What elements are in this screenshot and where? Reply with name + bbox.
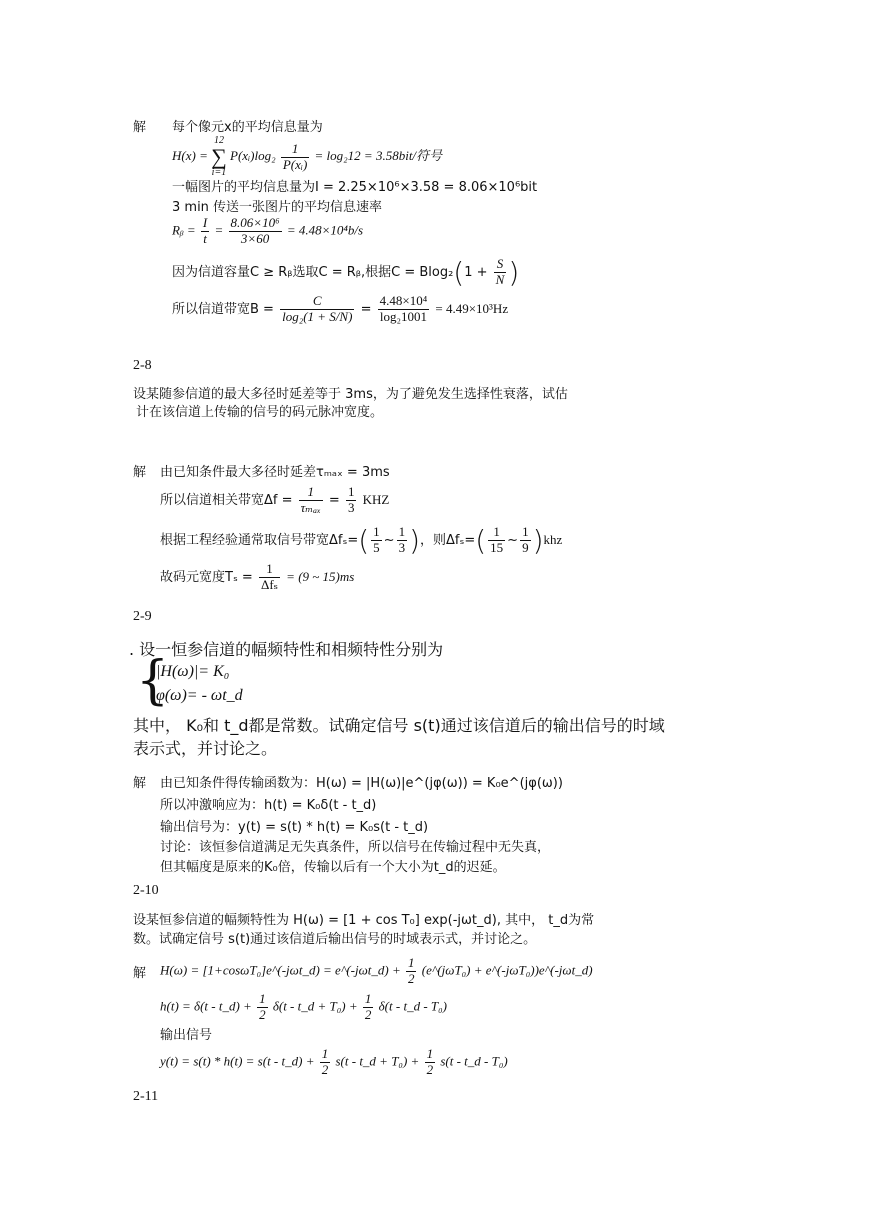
s3-question-line2: 其中， K₀和 t_d都是常数。试确定信号 s(t)通过该信道后的输出信号的时域 [133, 716, 665, 735]
s3-question-line3: 表示式，并讨论之。 [133, 739, 278, 758]
a3-pre: 根据工程经验通常取信号带宽Δfₛ= [160, 533, 359, 548]
s3-question-line1: . 设一恒参信道的幅频特性和相频特性分别为 [129, 640, 444, 659]
s4-answer-line2 [160, 992, 447, 1023]
frac-num: 1 [347, 484, 355, 499]
a3-post: khz [543, 532, 563, 547]
s1-line3: 3 min 传送一张图片的平均信息速率 [172, 200, 383, 215]
s3-answer-line4: 讨论：该恒参信道满足无失真条件，所以信号在传输过程中无失真， [160, 840, 551, 855]
s2-question-line1: 设某随参信道的最大多径时延差等于 3ms，为了避免发生选择性衰落，试估 [133, 387, 568, 402]
frac-den: 2 [259, 1006, 266, 1022]
solve-label: 解 [133, 776, 147, 791]
s3-answer-line3: 输出信号为：y(t) = s(t) * h(t) = K₀s(t - t_d) [160, 820, 429, 835]
a3-tilde: ~ [383, 533, 395, 548]
s3-answer-line1: 由已知条件得传输函数为：H(ω) = |H(ω)|e^(jφ(ω)) = K₀e^(jφ(ω)) [160, 776, 563, 791]
a4-frac2 [425, 1047, 436, 1078]
eq3-rhs: = 4.48×10⁴b/s [286, 222, 364, 238]
sum-symbol: 12 ∑ i=1 [211, 135, 227, 178]
frac-num: 1 [259, 991, 266, 1006]
frac-den: 5 [373, 540, 380, 555]
eq1-rhs: = log₂12 = 3.58bit/符号 [314, 147, 443, 163]
frac-den: log₂(1 + S/N) [282, 308, 353, 324]
line4-frac [494, 257, 507, 288]
frac-den: N [495, 272, 505, 287]
eq1-mid: P(xᵢ)log₂ [230, 147, 276, 163]
s1-line5: 所以信道带宽B = $\frac{C}{\text{log₂(1 + S/N)}}$ = $\frac{\text{4.48×10⁴}}{\text{log₂1001}}$ = 4.49×10³Hz [172, 293, 509, 324]
frac-num: 1 [407, 955, 415, 970]
line5-frac1 [280, 294, 354, 325]
a3-frac2 [397, 525, 408, 556]
frac-den: 2 [407, 970, 415, 986]
frac-den: 15 [490, 540, 504, 555]
frac-num: 1 [364, 991, 372, 1006]
frac-num: 1 [522, 524, 529, 540]
frac-den: 3×60 [240, 230, 270, 246]
a4-post: s(t - t_d - T₀) [440, 1053, 508, 1069]
s2-answer-line4 [160, 562, 354, 593]
frac-num: S [494, 257, 507, 273]
a2-mid: δ(t - t_d + T₀) + [272, 998, 361, 1014]
eq1-fraction [281, 142, 309, 173]
frac-den: 9 [522, 540, 529, 555]
frac-num: 1 [373, 524, 380, 540]
system-eq1: |H(ω)|= K₀ [156, 663, 230, 680]
frac-num: C [280, 294, 354, 310]
s3-answer-line5: 但其幅度是原来的K₀倍，传输以后有一个大小为t_d的迟延。 [160, 860, 506, 875]
solve-label: 解 [133, 966, 147, 981]
a4-frac1 [320, 1047, 331, 1078]
a4-pre: 故码元宽度Tₛ = [160, 569, 257, 585]
s2-answer-line2 [160, 485, 389, 516]
s2-answer-line1: 由已知条件最大多径时延差τₘₐₓ = 3ms [160, 465, 390, 480]
a2-post: δ(t - t_d - T₀) [378, 998, 447, 1014]
section-number-2-8: 2-8 [133, 358, 152, 373]
line4-text: 因为信道容量C ≥ Rᵦ选取C = Rᵦ,根据C = Blog₂ [172, 265, 454, 280]
a2-pre: h(t) = δ(t - t_d) + [160, 998, 256, 1014]
frac-den: 3 [398, 540, 406, 555]
frac-den: 2 [321, 1061, 329, 1077]
s4-answer-line4 [160, 1047, 508, 1078]
frac-num: 1 [488, 525, 505, 541]
frac-den: P(xᵢ) [282, 156, 308, 172]
frac-den: Δfₛ [260, 576, 279, 592]
a3-tilde: ~ [507, 533, 519, 548]
s4-question-line1: 设某恒参信道的幅频特性为 H(ω) = [1 + cos T₀] exp(-jωt_d), 其中， t_d为常 [133, 913, 595, 928]
s4-question-line2: 数。试确定信号 s(t)通过该信道后输出信号的时域表示式，并讨论之。 [133, 932, 537, 947]
section-number-2-11: 2-11 [133, 1089, 159, 1104]
s1-line1: 每个像元x的平均信息量为 [172, 120, 323, 135]
sum-bottom: i=1 [211, 167, 227, 178]
a3-frac1 [371, 525, 382, 556]
a2-frac1 [299, 485, 323, 516]
line4-inner: 1 + [464, 265, 492, 280]
a1-post: (e^(jωT₀) + e^(-jωT₀))e^(-jωt_d) [421, 962, 593, 978]
a2-pre: 所以信道相关带宽Δf = [160, 492, 297, 508]
eq3-frac1 [201, 216, 209, 247]
a2-frac1 [257, 992, 268, 1023]
s2-answer-line3: 根据工程经验通常取信号带宽Δfₛ=( $\frac{1}{5}$ ~ $\frac{1}{3}$ )，则Δfₛ=( $\frac{1}{15}$ ~ $\frac{1}{9}$ )khz [160, 524, 563, 557]
frac-den: 2 [364, 1006, 372, 1022]
system-eq2: φ(ω)= - ωt_d [156, 687, 243, 704]
section-number-2-9: 2-9 [133, 609, 152, 624]
frac-den: 3 [347, 499, 355, 515]
section-number-2-10: 2-10 [133, 883, 159, 898]
a3-frac3 [488, 525, 505, 556]
eq3-frac2 [229, 216, 282, 247]
left-brace: { [136, 651, 170, 711]
s1-line4: 因为信道容量C ≥ Rᵦ选取C = Rᵦ,根据C = Blog₂(1 + $\frac{S}{N}$ ) [172, 256, 520, 289]
s1-line2: 一幅图片的平均信息量为I = 2.25×10⁶×3.58 = 8.06×10⁶bit [172, 180, 538, 195]
frac-den: log₂1001 [379, 308, 427, 324]
a1-pre: H(ω) = [1+cosωT₀]e^(-jωt_d) = e^(-jωt_d) + [160, 962, 404, 978]
eq3-lhs: Rᵦ = [172, 222, 199, 238]
a3-frac4 [520, 525, 531, 556]
sum-top: 12 [213, 135, 224, 146]
frac-num: 1 [281, 142, 309, 158]
a3-mid: ，则Δfₛ= [420, 533, 476, 548]
line5-rhs: = 4.49×10³Hz [435, 300, 509, 316]
a4-post: = (9 ~ 15)ms [286, 568, 355, 584]
frac-num: 1 [259, 562, 280, 578]
a1-frac [406, 956, 417, 987]
frac-num: 1 [398, 524, 406, 540]
frac-num: 1 [299, 485, 323, 501]
s1-eq1 [172, 136, 442, 178]
solve-label: 解 [133, 120, 147, 135]
s4-answer-line3: 输出信号 [160, 1028, 213, 1043]
a2-frac2 [363, 992, 374, 1023]
a4-pre: y(t) = s(t) * h(t) = s(t - t_d) + [160, 1053, 318, 1069]
frac-den: t [203, 230, 207, 246]
line5-text: 所以信道带宽B = [172, 301, 279, 317]
solve-label: 解 [133, 465, 147, 480]
s3-answer-line2: 所以冲激响应为：h(t) = K₀δ(t - t_d) [160, 798, 377, 813]
frac-num: 4.48×10⁴ [379, 293, 428, 308]
frac-num: 1 [321, 1046, 329, 1061]
a4-mid: s(t - t_d + T₀) + [335, 1053, 423, 1069]
frac-den: τₘₐₓ [300, 499, 321, 515]
a2-equals: = [328, 492, 340, 508]
s2-question-line2: 计在该信道上传输的信号的码元脉冲宽度。 [136, 405, 384, 420]
s1-eq3: Rᵦ = $\frac{I}{t}$ = $\frac{\text{8.06×10⁶}}{3\times 60}$ = 4.48×10⁴b/s [172, 215, 364, 246]
line5-frac2 [378, 294, 430, 325]
frac-num: 8.06×10⁶ [230, 215, 280, 230]
frac-num: 1 [426, 1046, 434, 1061]
frac-den: 2 [426, 1061, 434, 1077]
a2-frac2 [346, 485, 357, 516]
a2-post: KHZ [362, 491, 390, 507]
a4-frac [259, 562, 280, 593]
frac-num: I [202, 215, 208, 230]
eq1-lhs: H(x) = [172, 147, 212, 163]
s4-answer-line1 [160, 956, 593, 987]
